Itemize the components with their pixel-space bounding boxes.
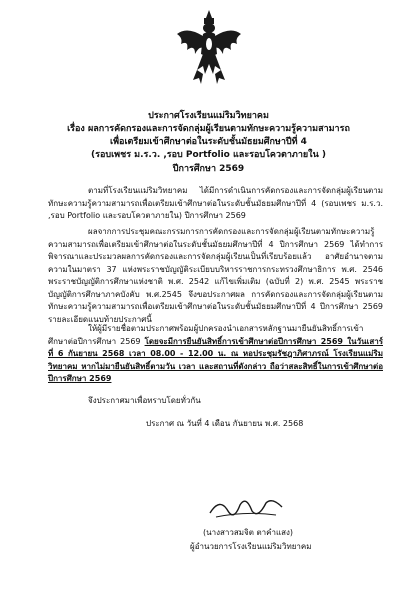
closing-line: จึงประกาศมาเพื่อทราบโดยทั่วกัน: [88, 396, 201, 405]
subject-line-3: (รอบเพชร ม.ร.ว. ,รอบ Portfolio และรอบโควตาภายใน ): [91, 150, 326, 160]
paragraph-3: [48, 323, 383, 386]
paragraph-3-plain: ให้ผู้มีรายชื่อตามประกาศพร้อมผู้ปกครองนำเอกสารหลักฐานมายืนยันสิทธิ์การเข้าศึกษาต่อปีการศึกษา 2569: [48, 324, 364, 346]
signer-position: ผู้อำนวยการโรงเรียนแม่ริมวิทยาคม: [190, 542, 312, 551]
subject-line-1: เรื่อง ผลการคัดกรองและการจัดกลุ่มผู้เรียนตามทักษะความรู้ความสามารถ: [67, 124, 350, 134]
announcement-title: ประกาศโรงเรียนแม่ริมวิทยาคม: [148, 111, 269, 121]
signer-name: (นางสาวสมจิต ตาคำแสง): [203, 528, 294, 537]
subject-line-2: เพื่อเตรียมเข้าศึกษาต่อในระดับชั้นมัธยมศึกษาปีที่ 4: [110, 137, 307, 147]
paragraph-2: ผลจากการประชุมคณะกรรมการการคัดกรองและการจัดกลุ่มผู้เรียนตามทักษะความรู้ความสามารถเพื่อเตรียมเข้าศึกษาต่อในระดับชั้นมัธยมศึกษาปีที่ 4 ปีการศึกษา 2569 ได้ทำการพิจารณาและประมวลผลการคัดกรองและการจัดกลุ่มผู้เรียนเป็นที่เรียบร้อยแล้ว อาศัยอำนาจตามความในมาตรา 37 แห่งพระราชบัญญัติระเบียบบริหารราชการกระทรวงศึกษาธิการ พ.ศ. 2546 พระราชบัญญัติการศึกษาแห่งชาติ พ.ศ. 2542 แก้ไขเพิ่มเติม (ฉบับที่ 2) พ.ศ. 2545 พระราชบัญญัติการศึกษาภาคบังคับ พ.ศ.2545 จึงขอประกาศผล การคัดกรองและการจัดกลุ่มผู้เรียนตามทักษะความรู้ความสามารถเพื่อเตรียมเข้าศึกษาต่อในระดับชั้นมัธยมศึกษาปีที่ 4 ปีการศึกษา 2569 รายละเอียดแนบท้ายประกาศนี้: [48, 227, 383, 324]
academic-year: ปีการศึกษา 2569: [172, 164, 245, 174]
paragraph-3-emphasis: โดยจะมีการยืนยันสิทธิ์การเข้าศึกษาต่อปีการศึกษา 2569 ในวันเสาร์ ที่ 6 กันยายน 2568 เวลา 08.00 - 12.00 น. ณ หอประชุมรัชฎาภิศาภรณ์ โรงเรียนแม่ริมวิทยาคม หากไม่มายืนยันสิทธิ์ตามวัน เวลา และสถานที่ดังกล่าว ถือว่าสละสิทธิ์ในการเข้าศึกษาต่อปีการศึกษา 2569: [48, 336, 383, 383]
date-line: ประกาศ ณ วันที่ 4 เดือน กันยายน พ.ศ. 2568: [146, 419, 304, 428]
garuda-emblem-icon: [173, 8, 245, 88]
signature-mark-icon: [206, 493, 286, 523]
paragraph-1: ตามที่โรงเรียนแม่ริมวิทยาคม ได้มีการดำเนินการคัดกรองและการจัดกลุ่มผู้เรียนตามทักษะความรู้ความสามารถเพื่อเตรียมเข้าศึกษาต่อในระดับชั้นมัธยมศึกษาปีที่ 4 (รอบเพชร ม.ร.ว. ,รอบ Portfolio และรอบโควตาภายใน) ปีการศึกษา 2569: [48, 186, 383, 220]
